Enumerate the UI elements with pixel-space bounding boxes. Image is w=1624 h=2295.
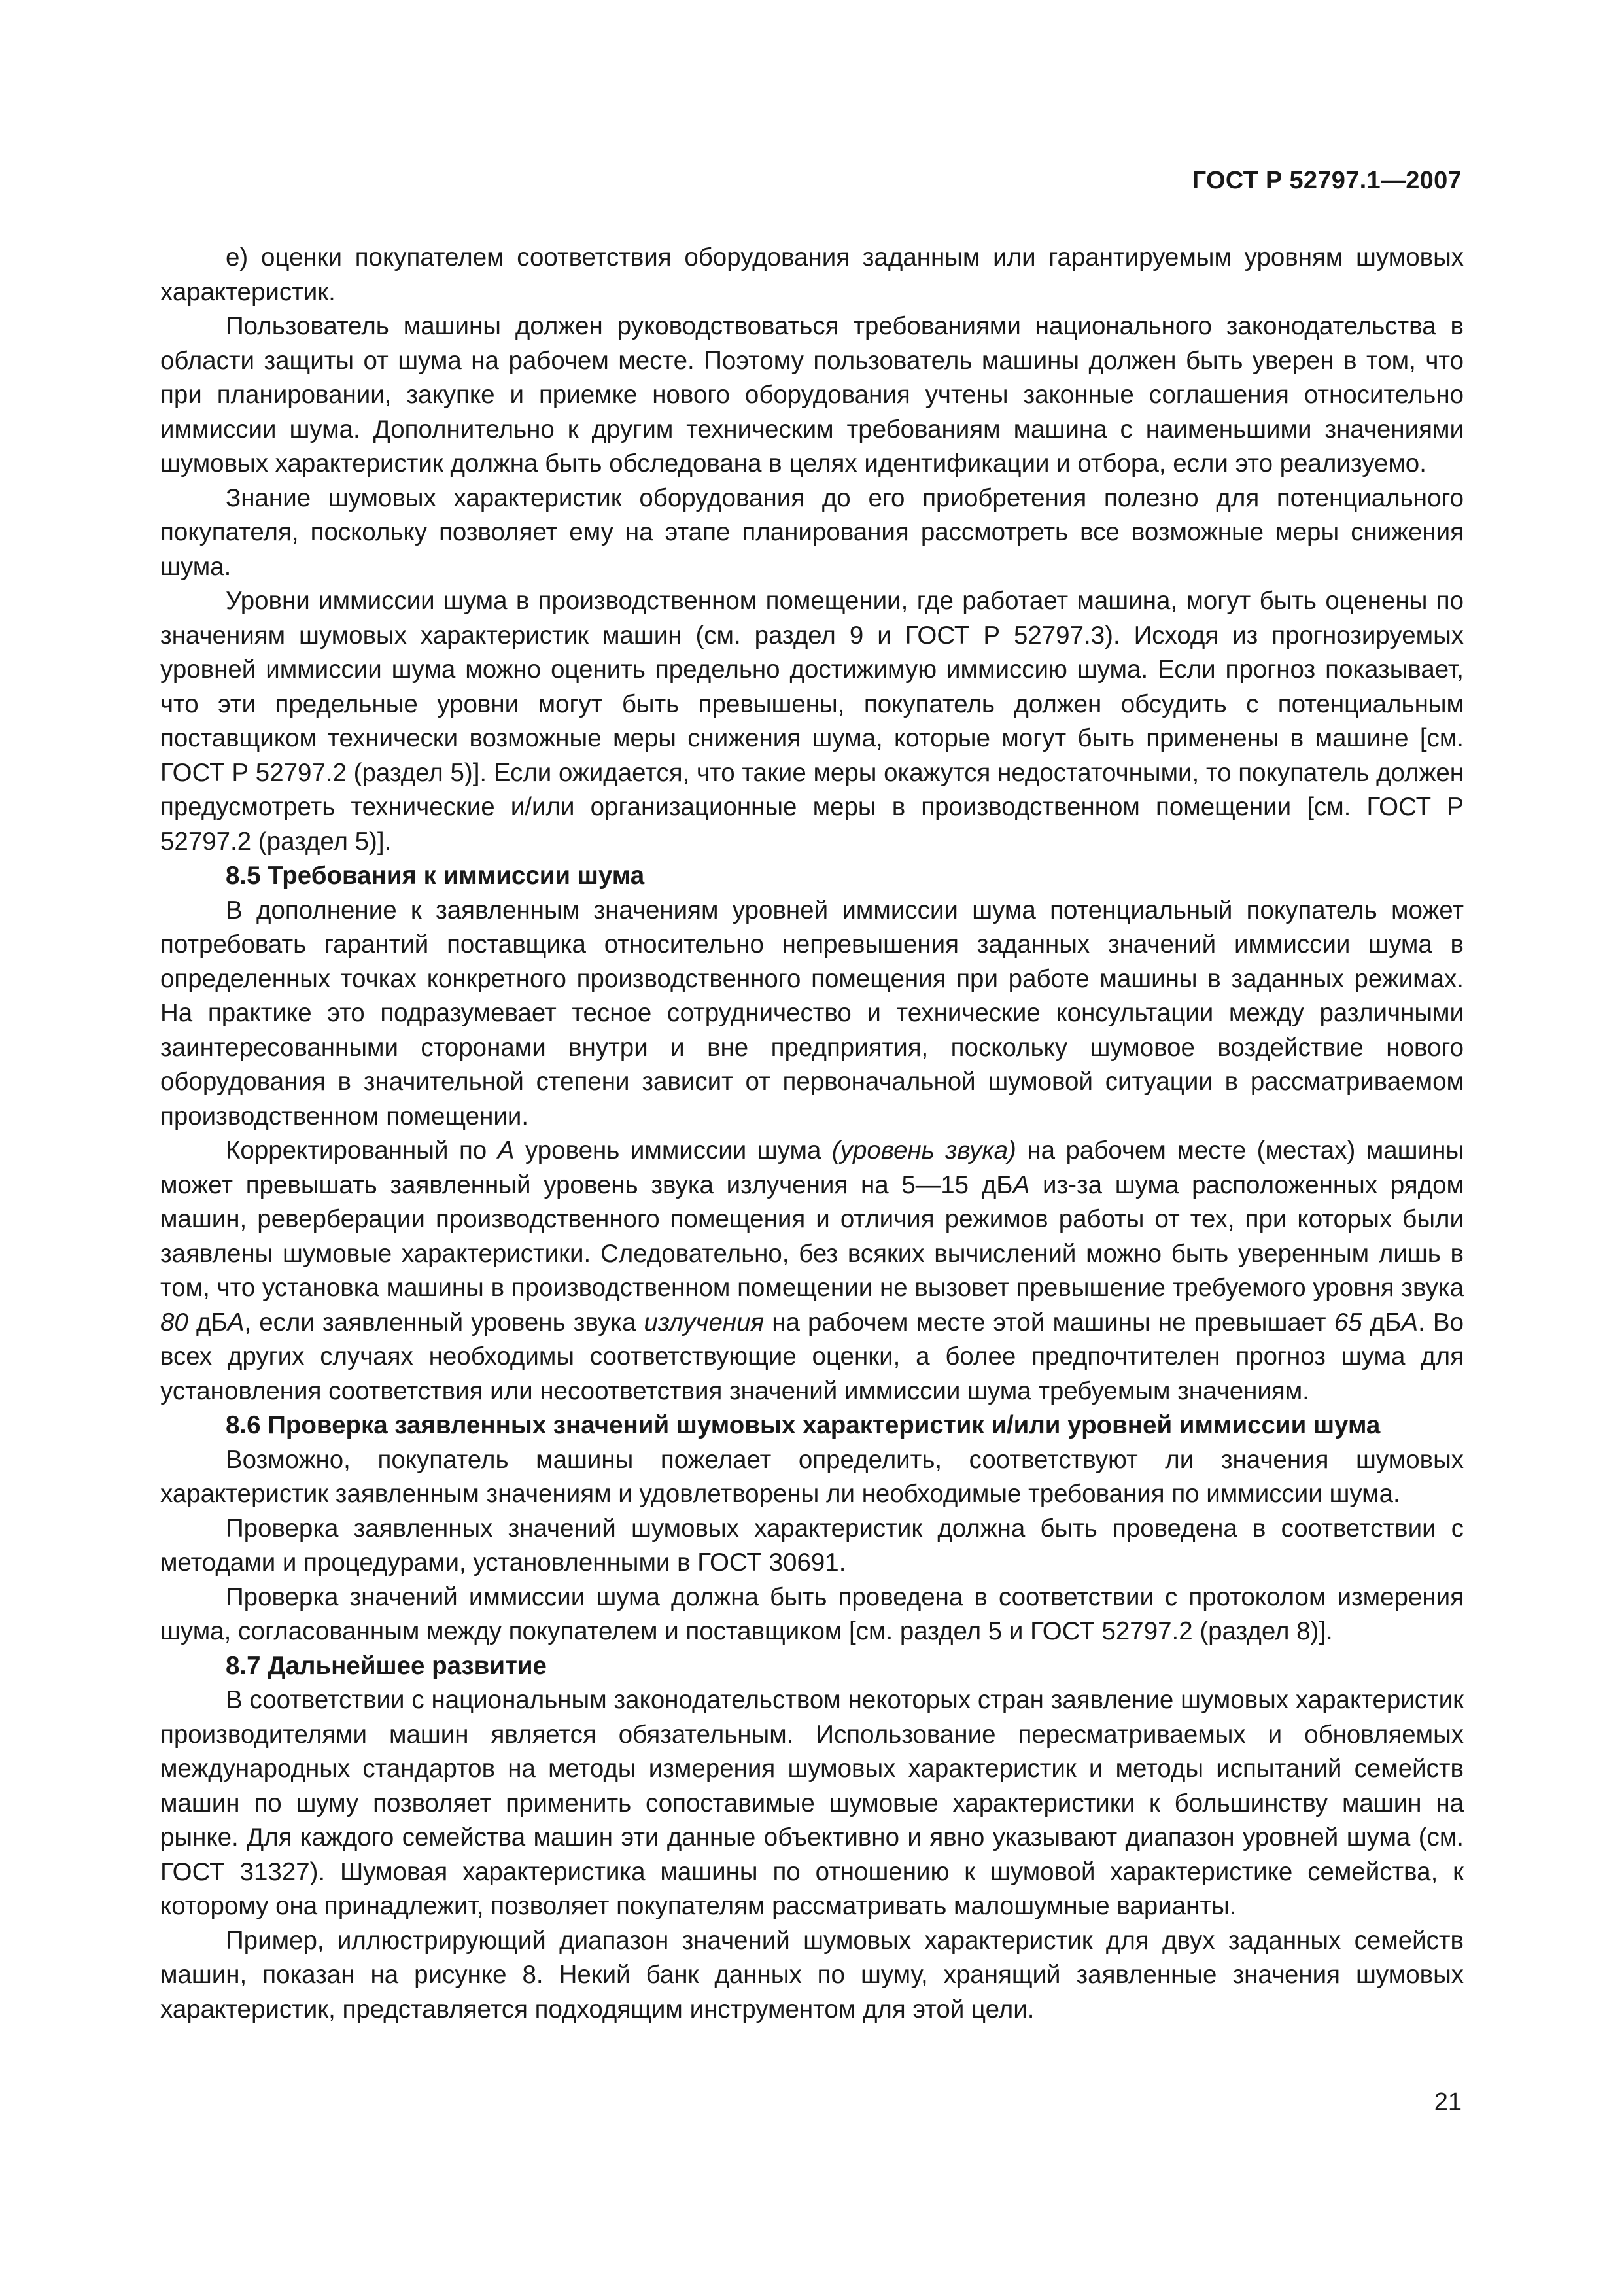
- text-span: , если заявленный уровень звука: [244, 1308, 644, 1337]
- italic-span: А: [1012, 1170, 1030, 1199]
- section-heading-8-6: 8.6 Проверка заявленных значений шумовых характеристик и/или уровней иммиссии шума: [226, 1411, 1381, 1439]
- document-id-header: ГОСТ Р 52797.1—2007: [1192, 167, 1462, 194]
- paragraph-e-item: е) оценки покупателем соответствия оборудования заданным или гарантируемым уровням шумовых характеристик.: [160, 243, 1464, 306]
- paragraph-8-5-text: В дополнение к заявленным значениям уровней иммиссии шума потенциальный покупатель может потребовать гарантий поставщика относительно непревышения заданных значений иммиссии шума в определенных точках конкретного производственного помещения при работе машины в заданных режимах. На практике это подразумевает тесное сотрудничество и технические консультации между различными заинтересованными сторонами внутри и вне предприятия, поскольку шумовое воздействие нового оборудования в значительной степени зависит от первоначальной шумовой ситуации в рассматриваемом производственном помещении.: [160, 896, 1464, 1130]
- text-span: на рабочем месте этой машины не превышает: [764, 1308, 1334, 1337]
- document-body: [160, 241, 1464, 2027]
- section-heading-8-7: 8.7 Дальнейшее развитие: [226, 1651, 547, 1680]
- text-span: дБ: [188, 1308, 228, 1337]
- paragraph-knowledge: Знание шумовых характеристик оборудования до его приобретения полезно для потенциального покупателя, поскольку позволяет ему на этапе планирования рассмотреть все возможные меры снижения шума.: [160, 483, 1464, 581]
- paragraph-immission-levels: Уровни иммиссии шума в производственном помещении, где работает машина, могут быть оценены по значениям шумовых характеристик машин (см. раздел 9 и ГОСТ Р 52797.3). Исходя из прогнозируемых уровней иммиссии шума можно оценить предельно достижимую иммиссию шума. Если прогноз показывает, что эти предельные уровни могут быть превышены, покупатель должен обсудить с потенциальным поставщиком технически возможные меры снижения шума, которые могут быть применены в машине [см. ГОСТ Р 52797.2 (раздел 5)]. Если ожидается, что такие меры окажутся недостаточными, то покупатель должен предусмотреть технические и/или организационные меры в производственном помещении [см. ГОСТ Р 52797.2 (раздел 5)].: [160, 587, 1464, 856]
- italic-span: излучения: [644, 1308, 765, 1337]
- paragraph-verification-immission: Проверка значений иммиссии шума должна быть проведена в соответствии с протоколом измерения шума, согласованным между покупателем и поставщиком [см. раздел 5 и ГОСТ 52797.2 (раздел 8)].: [160, 1583, 1464, 1645]
- text-span: Корректированный по: [226, 1136, 498, 1165]
- italic-span: (уровень звука): [831, 1136, 1016, 1165]
- text-span: из-за шума расположенных рядом машин, реверберации производственного помещения и отличия режимов работы от тех, при которых были заявлены шумовые характеристики. Следовательно, без всяких вычислений можно быть уверенным лишь в том, что установка машины в производственном помещении не вызовет превышение требуемого уровня звука: [160, 1170, 1464, 1302]
- paragraph-8-7-text: В соответствии с национальным законодательством некоторых стран заявление шумовых характеристик производителями машин является обязательным. Использование пересматриваемых и обновляемых международных стандартов на методы измерения шумовых характеристик и методы испытаний семейств машин по шуму позволяет применить сопоставимые шумовые характеристики к большинству машин на рынке. Для каждого семейства машин эти данные объективно и явно указывают диапазон уровней шума (см. ГОСТ 31327). Шумовая характеристика машины по отношению к шумовой характеристике семейства, к которому она принадлежит, позволяет покупателям рассматривать малошумные варианты.: [160, 1686, 1464, 1920]
- italic-span: 80: [160, 1308, 188, 1337]
- text-span: на рабочем месте (местах) машины может превышать заявленный уровень звука излучения на 5—15 дБ: [160, 1136, 1464, 1199]
- text-span: дБ: [1362, 1308, 1402, 1337]
- text-span: . Во всех других случаях необходимы соответствующие оценки, а более предпочтителен прогноз шума для установления соответствия или несоответствия значений иммиссии шума требуемым значениям.: [160, 1308, 1464, 1405]
- italic-span: А: [497, 1136, 515, 1165]
- italic-span: А: [227, 1308, 245, 1337]
- section-heading-8-5: 8.5 Требования к иммиссии шума: [226, 862, 645, 890]
- text-span: уровень иммиссии шума: [514, 1136, 832, 1165]
- paragraph-verification-declared: Проверка заявленных значений шумовых характеристик должна быть проведена в соответствии с методами и процедурами, установленными в ГОСТ 30691.: [160, 1514, 1464, 1577]
- italic-span: 65: [1334, 1308, 1362, 1337]
- italic-span: А: [1401, 1308, 1419, 1337]
- paragraph-8-6-text: Возможно, покупатель машины пожелает определить, соответствуют ли значения шумовых характеристик заявленным значениям и удовлетворены ли необходимые требования по иммиссии шума.: [160, 1445, 1464, 1508]
- paragraph-example-figure: Пример, иллюстрирующий диапазон значений шумовых характеристик для двух заданных семейств машин, показан на рисунке 8. Некий банк данных по шуму, хранящий заявленные значения шумовых характеристик, представляется подходящим инструментом для этой цели.: [160, 1926, 1464, 2023]
- paragraph-user-requirements: Пользователь машины должен руководствоваться требованиями национального законодательства в области защиты от шума на рабочем месте. Поэтому пользователь машины должен быть уверен в том, что при планировании, закупке и приемке нового оборудования учтены законные соглашения относительно иммиссии шума. Дополнительно к другим техническим требованиям машина с наименьшими значениями шумовых характеристик должна быть обследована в целях идентификации и отбора, если это реализуемо.: [160, 312, 1464, 478]
- paragraph-corrected-level: [160, 1134, 1464, 1409]
- page-number: 21: [1434, 2088, 1462, 2116]
